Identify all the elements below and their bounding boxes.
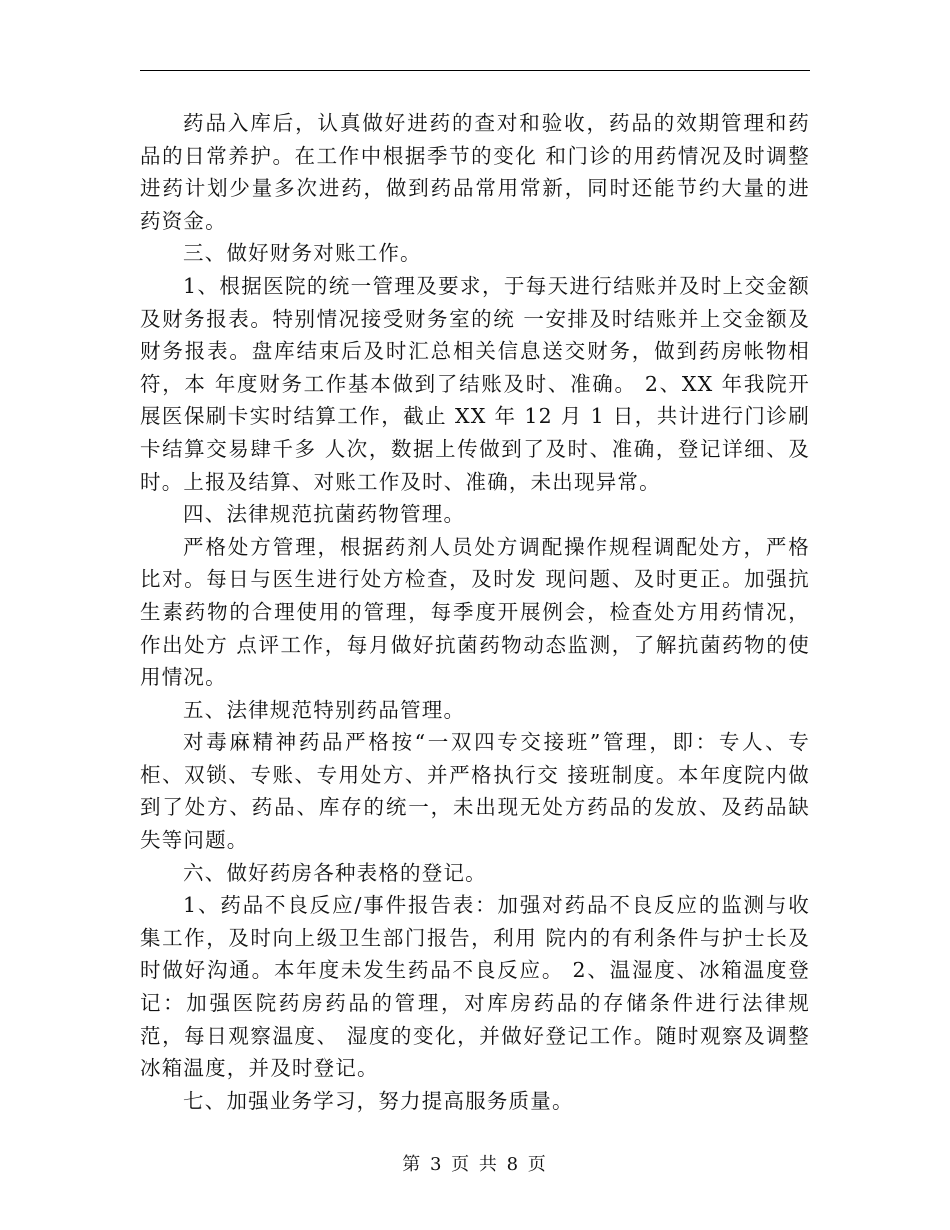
heading-antibacterial-management: 四、法律规范抗菌药物管理。 [183, 502, 466, 527]
paragraph-form-registration-details: 1、药品不良反应/事件报告表：加强对药品不良反应的监测与收集工作，及时向上级卫生部门报告，利用 院内的有利条件与护士长及时做好沟通。本年度未发生药品不良反应。 2、温湿度、冰箱温度登记：加强医院药房药品的管理，对库房药品的存储条件进行法律规范，每日观察温度、 湿度的变化，并做好登记工作。随时观察及调整冰箱温度，并及时登记。 [140, 893, 810, 1081]
paragraph-prescription-management: 严格处方管理，根据药剂人员处方调配操作规程调配处方，严格比对。每日与医生进行处方检查，及时发 现问题、及时更正。加强抗生素药物的合理使用的管理，每季度开展例会，检查处方用药情况，作出处方 点评工作，每月做好抗菌药物动态监测，了解抗菌药物的使用情况。 [140, 534, 810, 690]
heading-finance-reconciliation: 三、做好财务对账工作。 [183, 241, 422, 266]
paragraph-finance-details: 1、根据医院的统一管理及要求，于每天进行结账并及时上交金额及财务报表。特别情况接受财务室的统 一安排及时结账并上交金额及财务报表。盘库结束后及时汇总相关信息送交财务，做到药房帐物相符，本 年度财务工作基本做到了结账及时、准确。 2、XX 年我院开展医保刷卡实时结算工作，截止 XX 年 12 月 1 日，共计进行门诊刷卡结算交易肆千多 人次，数据上传做到了及时、准确，登记详细、及时。上报及结算、对账工作及时、准确，未出现异常。 [140, 273, 810, 494]
heading-special-drug-management: 五、法律规范特别药品管理。 [183, 697, 466, 722]
header-rule [140, 70, 810, 71]
page-footer: 第 3 页 共 8 页 [402, 1154, 548, 1175]
paragraph-drug-storage: 药品入库后，认真做好进药的查对和验收，药品的效期管理和药品的日常养护。在工作中根据季节的变化 和门诊的用药情况及时调整进药计划少量多次进药，做到药品常用常新，同时还能节约大量的进药资金。 [140, 111, 810, 233]
heading-business-learning: 七、加强业务学习，努力提高服务质量。 [183, 1088, 574, 1113]
heading-form-registration: 六、做好药房各种表格的登记。 [183, 860, 487, 885]
document-body [140, 107, 810, 1117]
paragraph-special-drug-details: 对毒麻精神药品严格按“一双四专交接班”管理，即：专人、专柜、双锁、专账、专用处方、并严格执行交 接班制度。本年度院内做到了处方、药品、库存的统一，未出现无处方药品的发放、及药品缺失等问题。 [140, 730, 810, 853]
